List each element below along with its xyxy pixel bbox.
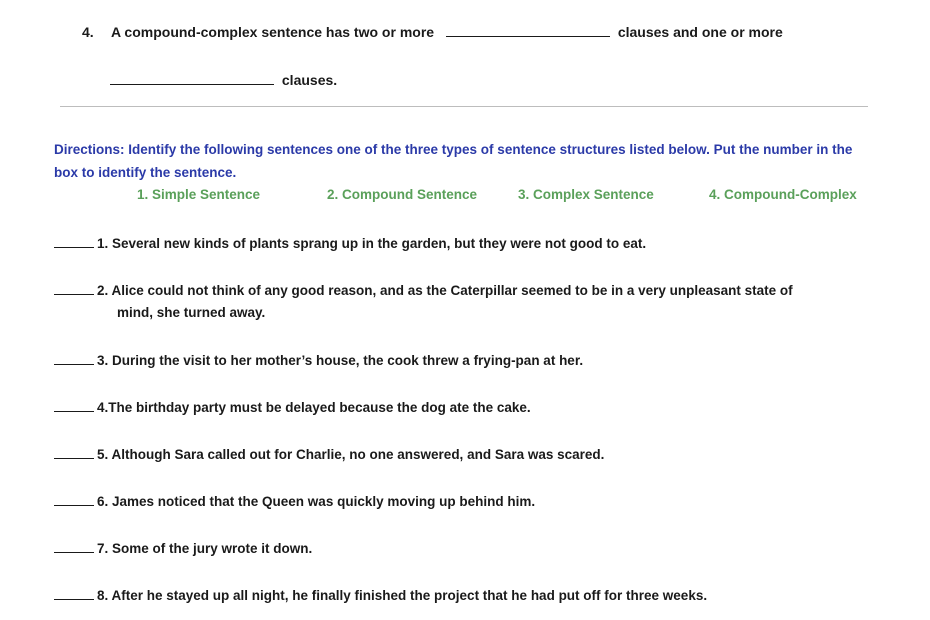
sentence-item-5 (54, 443, 604, 466)
question-text-part-2: clauses and one or more (617, 24, 783, 40)
sentence-text: 2. Alice could not think of any good reason, and as the Caterpillar seemed to be in a very unpleasant state of (97, 283, 793, 298)
answer-blank-1[interactable] (446, 24, 610, 37)
question-text-part-3: clauses. (281, 72, 338, 88)
sentence-item-1 (54, 232, 646, 255)
sentence-item-6 (54, 490, 535, 513)
sentence-item-2 (54, 279, 793, 302)
answer-blank[interactable] (54, 447, 94, 459)
type-compound-complex: 4. Compound-Complex (709, 187, 857, 202)
type-complex: 3. Complex Sentence (518, 187, 654, 202)
question-4-line-1 (82, 24, 783, 40)
sentence-text: 8. After he stayed up all night, he finally finished the project that he had put off for three weeks. (97, 588, 708, 603)
answer-blank[interactable] (54, 236, 94, 248)
sentence-text: 3. During the visit to her mother’s house, the cook threw a frying-pan at her. (97, 353, 584, 368)
sentence-text: 7. Some of the jury wrote it down. (97, 541, 313, 556)
directions-text: Directions: Identify the following sentences one of the three types of sentence structures listed below. Put the number in the box to identify the sentence. (54, 142, 853, 180)
sentence-item-8 (54, 584, 707, 607)
type-compound: 2. Compound Sentence (327, 187, 478, 202)
answer-blank-2[interactable] (110, 72, 274, 85)
question-number: 4. (82, 24, 94, 40)
sentence-text: 5. Although Sara called out for Charlie, no one answered, and Sara was scared. (97, 447, 605, 462)
answer-blank[interactable] (54, 283, 94, 295)
answer-blank[interactable] (54, 588, 94, 600)
sentence-text: 4.The birthday party must be delayed because the dog ate the cake. (97, 400, 531, 415)
answer-blank[interactable] (54, 400, 94, 412)
type-simple: 1. Simple Sentence (137, 187, 261, 202)
question-text-part-1: A compound-complex sentence has two or more (110, 24, 435, 40)
sentence-text: 6. James noticed that the Queen was quickly moving up behind him. (97, 494, 536, 509)
answer-blank[interactable] (54, 494, 94, 506)
question-4-line-2 (110, 72, 337, 88)
sentence-item-7 (54, 537, 312, 560)
sentence-text: 1. Several new kinds of plants sprang up in the garden, but they were not good to eat. (97, 236, 647, 251)
sentence-item-3 (54, 349, 583, 372)
section-divider (60, 106, 868, 107)
sentence-item-2-continuation: mind, she turned away. (117, 305, 266, 320)
sentence-item-4 (54, 396, 531, 419)
answer-blank[interactable] (54, 541, 94, 553)
answer-blank[interactable] (54, 353, 94, 365)
